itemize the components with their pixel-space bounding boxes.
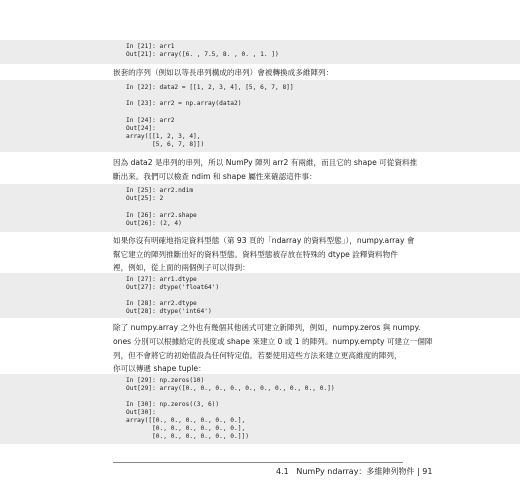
code-line: array([[0., 0., 0., 0., 0., 0.], — [126, 417, 246, 424]
code-line: Out[27]: dtype('float64') — [126, 284, 220, 291]
paragraph-line: 斷出來。我們可以檢查 ndim 和 shape 屬性來確認這件事： — [113, 172, 317, 181]
code-line: In [28]: arr2.dtype — [126, 300, 197, 307]
paragraph-line: 列，但不會將它的初始值設為任何特定值。若要使用這些方法來建立更高維度的陣列， — [113, 351, 402, 360]
code-line: Out[30]: — [126, 409, 156, 416]
code-line: [5, 6, 7, 8]]) — [126, 141, 205, 148]
code-line: Out[24]: — [126, 125, 156, 132]
code-line: Out[26]: (2, 4) — [126, 220, 182, 227]
code-line: Out[25]: 2 — [126, 195, 164, 202]
code-line: In [30]: np.zeros((3, 6)) — [126, 401, 220, 408]
code-line: Out[28]: dtype('int64') — [126, 308, 212, 315]
code-line: [0., 0., 0., 0., 0., 0.]]) — [126, 433, 249, 440]
paragraph-line: 你可以傳遞 shape tuple： — [113, 364, 206, 373]
paragraph-line: 因為 data2 是串列的串列，所以 NumPy 陣列 arr2 有兩維，而且它的 shape 可從資料推 — [113, 158, 418, 167]
page-number: 91 — [422, 467, 433, 476]
code-line: In [23]: arr2 = np.array(data2) — [126, 100, 242, 107]
paragraph-line: 除了 numpy.array 之外也有幾個其他函式可建立新陣列，例如，numpy.zeros 與 numpy. — [113, 323, 421, 332]
paragraph-line: 如果你沒有明確地指定資料型態（第 93 頁的「ndarray 的資料型態」），numpy.array 會 — [113, 236, 415, 245]
footer-section-title: 4.1 NumPy ndarray：多維陣列物件 — [276, 467, 415, 476]
page-footer — [276, 466, 432, 477]
code-line: [0., 0., 0., 0., 0., 0.], — [126, 425, 246, 432]
paragraph-line: ones 分別可以根據給定的長度或 shape 來建立 0 或 1 的陣列。numpy.empty 可建立一個陣 — [113, 337, 433, 346]
code-line: In [29]: np.zeros(10) — [126, 377, 205, 384]
code-line: In [25]: arr2.ndim — [126, 187, 194, 194]
code-block — [0, 184, 520, 232]
code-line: In [21]: arr1 — [126, 43, 175, 50]
code-line: Out[29]: array([0., 0., 0., 0., 0., 0., 0., 0., 0., 0.]) — [126, 385, 335, 392]
code-line: In [26]: arr2.shape — [126, 212, 197, 219]
footer-rule — [113, 462, 403, 463]
code-line: In [27]: arr1.dtype — [126, 276, 197, 283]
code-block — [0, 273, 520, 318]
paragraph-line: 裡，例如，從上面的兩個例子可以得到： — [113, 263, 250, 272]
code-line: In [22]: data2 = [[1, 2, 3, 4], [5, 6, 7, 8]] — [126, 84, 294, 91]
code-line: In [24]: arr2 — [126, 117, 175, 124]
paragraph-line: 嵌套的序列（例如以等長串列構成的串列）會被轉換成多維陣列： — [113, 68, 334, 77]
code-line: Out[21]: array([6. , 7.5, 8. , 0. , 1. ]) — [126, 51, 279, 58]
paragraph-line: 幫它建立的陣列推斷出好的資料型態。資料型態被存放在特殊的 dtype 詮釋資料物件 — [113, 250, 398, 259]
code-line: array([[1, 2, 3, 4], — [126, 133, 201, 140]
footer-separator: | — [416, 467, 420, 476]
